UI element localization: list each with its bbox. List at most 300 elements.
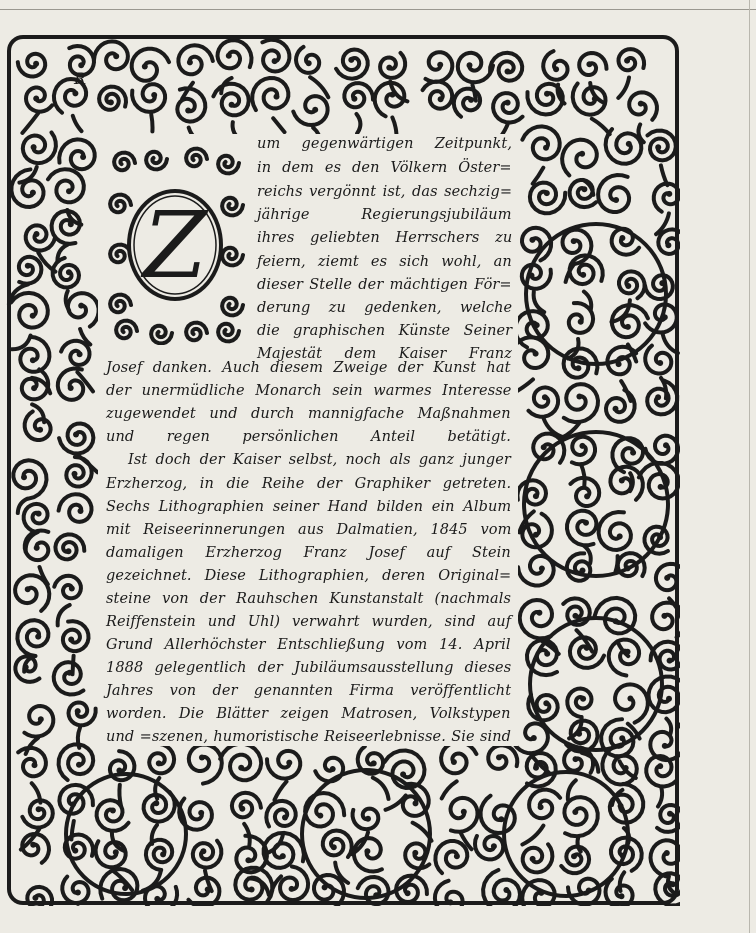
initial-letter-ornament — [105, 145, 245, 345]
scroll-dot — [543, 145, 549, 151]
scroll-dot — [571, 238, 577, 244]
scroll-dot — [151, 92, 157, 98]
scroll-swirl — [280, 867, 308, 901]
scroll-dot — [249, 887, 255, 893]
scroll-swirl — [178, 45, 212, 74]
scroll-swirl — [177, 88, 205, 121]
scroll-dot — [69, 586, 75, 592]
scroll-swirl — [69, 703, 96, 726]
scroll-dot — [78, 303, 84, 309]
scroll-dot — [580, 696, 586, 702]
scroll-swirl — [645, 346, 671, 374]
scroll-dot — [454, 853, 460, 859]
scroll-stem — [581, 465, 584, 486]
scroll-dot — [67, 670, 73, 676]
scroll-dot — [571, 853, 577, 859]
text-line: Jahres von der genannten Firma veröffentlicht — [106, 683, 512, 699]
scroll-dot — [619, 478, 625, 484]
scroll-stem — [618, 78, 629, 98]
scroll-dot — [624, 58, 630, 64]
scroll-swirl — [599, 512, 631, 550]
scroll-dot — [34, 545, 40, 551]
scroll-dot — [32, 895, 38, 901]
scroll-swirl — [146, 840, 172, 870]
scroll-dot — [68, 385, 74, 391]
scroll-swirl — [458, 53, 493, 83]
scroll-dot — [664, 575, 670, 581]
scroll-swirl — [579, 53, 606, 75]
scroll-dot — [658, 484, 664, 490]
scroll-dot — [467, 62, 473, 68]
scroll-swirl — [15, 575, 49, 611]
scroll-swirl — [522, 126, 559, 159]
text-line: steine von der Rauhschen Kunstanstalt (nachmals — [106, 591, 511, 607]
scroll-swirl — [490, 53, 522, 81]
scroll-stem — [78, 728, 80, 748]
scroll-stem — [273, 118, 284, 132]
scroll-dot — [226, 53, 232, 59]
scroll-stem — [658, 788, 662, 807]
scroll-stem — [310, 77, 328, 97]
scroll-dot — [579, 443, 585, 449]
text-line: in dem es den Völkern Öster= — [257, 160, 512, 176]
scroll-dot — [667, 658, 673, 664]
scroll-swirl — [23, 133, 56, 164]
scroll-swirl — [598, 175, 629, 212]
scroll-swirl — [483, 870, 520, 906]
scroll-dot — [272, 58, 278, 64]
scroll-dot — [34, 231, 40, 237]
scroll-dot — [531, 735, 537, 741]
scroll-dot — [625, 283, 631, 289]
scroll-swirl — [24, 504, 48, 532]
scroll-dot — [30, 190, 36, 196]
scroll-dot — [75, 890, 81, 896]
scroll-dot — [30, 313, 36, 319]
scroll-swirl — [220, 744, 261, 780]
scroll-swirl — [523, 844, 553, 872]
scroll-swirl — [543, 51, 567, 80]
scroll-dot — [655, 144, 661, 150]
scroll-dot — [312, 107, 318, 113]
scroll-dot — [583, 520, 589, 526]
scroll-swirl — [267, 751, 300, 779]
text-line: Ist doch der Kaiser selbst, noch als ganz junger — [128, 452, 511, 468]
scroll-dot — [584, 645, 590, 651]
scroll-stem — [392, 118, 396, 134]
scroll-dot — [25, 586, 31, 592]
scroll-swirl — [647, 381, 677, 415]
scroll-swirl — [97, 800, 129, 831]
scroll-swirl — [475, 836, 503, 859]
scroll-dot — [579, 151, 585, 157]
scroll-dot — [113, 849, 119, 855]
scroll-swirl — [193, 841, 222, 868]
scroll-swirl — [68, 293, 99, 327]
scroll-dot — [331, 844, 337, 850]
scroll-dot — [626, 141, 632, 147]
scroll-dot — [351, 96, 357, 102]
scroll-dot — [451, 759, 457, 765]
scroll-dot — [657, 763, 663, 769]
scroll-swirl — [26, 88, 52, 112]
scroll-dot — [538, 804, 544, 810]
scroll-dot — [530, 856, 536, 862]
text-line: Sechs Lithographien seiner Hand bilden ein Album — [106, 499, 512, 515]
scroll-swirl — [454, 89, 480, 117]
scroll-dot — [205, 887, 211, 893]
scroll-dot — [584, 493, 590, 499]
scroll-dot — [389, 92, 395, 98]
scroll-dot — [330, 766, 336, 772]
scroll-dot — [72, 471, 78, 477]
scroll-dot — [185, 108, 191, 114]
scroll-swirl — [52, 211, 80, 244]
scroll-dot — [31, 144, 37, 150]
scroll-dot — [142, 64, 148, 70]
text-line: damaligen Erzherzog Franz Josef auf Stein — [106, 545, 511, 561]
scroll-swirl — [358, 877, 389, 904]
text-line: zugewendet und durch mannigfache Maßnahmen — [106, 406, 511, 422]
scroll-dot — [156, 760, 162, 766]
scroll-dot — [638, 101, 644, 107]
scroll-dot — [229, 102, 235, 108]
scroll-dot — [543, 700, 549, 706]
scroll-dot — [198, 810, 204, 816]
scroll-dot — [491, 843, 497, 849]
scroll-dot — [505, 100, 511, 106]
scroll-swirl — [612, 229, 639, 255]
scroll-dot — [23, 664, 29, 670]
text-line: Erzherzog, in die Reihe der Graphiker getreten. — [106, 476, 512, 492]
scroll-dot — [280, 853, 286, 859]
scroll-swirl — [132, 84, 165, 112]
scroll-dot — [77, 351, 83, 357]
scroll-dot — [575, 365, 581, 371]
scroll-swirl — [189, 745, 222, 784]
scroll-swirl — [99, 87, 126, 110]
scroll-swirl — [59, 424, 93, 454]
scroll-swirl — [569, 303, 593, 333]
text-line: dieser Stelle der mächtigen För= — [257, 277, 512, 293]
scroll-dot — [274, 94, 280, 100]
scroll-dot — [664, 850, 670, 856]
scroll-swirl — [63, 621, 89, 651]
scroll-swirl — [132, 49, 169, 81]
text-line: worden. Die Blätter zeigen Matrosen, Volkstypen — [106, 706, 511, 722]
scroll-dot — [30, 357, 36, 363]
scroll-dot — [619, 893, 625, 899]
scroll-dot — [80, 154, 86, 160]
scroll-dot — [371, 760, 377, 766]
scroll-dot — [655, 394, 661, 400]
scroll-swirl — [562, 140, 597, 176]
scroll-swirl — [296, 47, 319, 73]
scroll-dot — [438, 96, 444, 102]
scroll-dot — [580, 272, 586, 278]
scroll-dot — [666, 696, 672, 702]
scroll-dot — [592, 96, 598, 102]
scroll-swirl — [62, 877, 88, 903]
scroll-dot — [542, 394, 548, 400]
scroll-dot — [581, 186, 587, 192]
scroll-dot — [76, 762, 82, 768]
scroll-swirl — [11, 169, 43, 207]
scroll-swirl — [17, 620, 48, 656]
scroll-dot — [200, 848, 206, 854]
scroll-dot — [413, 800, 419, 806]
scroll-dot — [529, 237, 535, 243]
scroll-dot — [657, 360, 663, 366]
scroll-dot — [533, 493, 539, 499]
scroll-swirl — [567, 689, 591, 718]
scroll-swirl — [645, 275, 673, 299]
scroll-dot — [36, 511, 42, 517]
scroll-dot — [665, 242, 671, 248]
scroll-swirl — [232, 793, 261, 818]
scroll-swirl — [18, 54, 45, 77]
scroll-swirl — [520, 600, 552, 638]
scroll-swirl — [615, 684, 648, 722]
scroll-ring — [526, 224, 666, 364]
scroll-dot — [578, 319, 584, 325]
scroll-dot — [66, 269, 72, 275]
scroll-dot — [282, 815, 288, 821]
scroll-dot — [25, 263, 31, 269]
scroll-swirl — [213, 84, 248, 116]
scroll-dot — [662, 743, 668, 749]
scroll-dot — [461, 809, 467, 815]
scroll-dot — [544, 91, 550, 97]
text-line: die graphischen Künste Seiner — [257, 323, 513, 339]
text-line: und regen persönlichen Anteil betätigt. — [106, 429, 511, 445]
text-line: feiern, ziemt es sich wohl, an — [257, 254, 512, 270]
scroll-stem — [357, 114, 361, 133]
text-line: und =szenen, humoristische Reiseerlebnisse. Sie sind — [106, 729, 512, 745]
scroll-dot — [110, 808, 116, 814]
scroll-dot — [38, 716, 44, 722]
text-line: Majestät dem Kaiser Franz — [257, 346, 512, 362]
scroll-swirl — [293, 96, 327, 125]
scroll-stem — [151, 115, 152, 131]
scroll-swirl — [529, 790, 560, 819]
scroll-dot — [30, 842, 36, 848]
scroll-dot — [66, 188, 72, 194]
scroll-stem — [578, 837, 581, 851]
artist-monogram — [70, 64, 100, 94]
scroll-swirl — [567, 511, 596, 546]
scroll-stem — [620, 761, 636, 778]
scroll-swirl — [441, 742, 476, 773]
page-edge-line — [749, 0, 750, 933]
scroll-dot — [289, 886, 295, 892]
scroll-swirl — [517, 480, 546, 504]
scroll-stem — [582, 753, 598, 772]
scroll-dot — [68, 221, 74, 227]
scroll-swirl — [493, 93, 522, 122]
scroll-swirl — [570, 180, 597, 207]
scroll-swirl — [610, 467, 642, 500]
scroll-dot — [625, 324, 631, 330]
text-line: derung zu gedenken, welche — [257, 300, 513, 316]
scroll-dot — [573, 756, 579, 762]
scroll-stem — [592, 119, 610, 135]
scroll-dot — [73, 432, 79, 438]
scroll-swirl — [59, 744, 94, 780]
scroll-swirl — [488, 745, 517, 769]
text-line: gezeichnet. Diese Lithographien, deren Original= — [106, 568, 512, 584]
scroll-dot — [75, 708, 81, 714]
scroll-swirl — [380, 53, 405, 78]
scroll-dot — [239, 806, 245, 812]
scroll-dot — [33, 96, 39, 102]
scroll-dot — [245, 857, 251, 863]
scroll-stem — [26, 738, 38, 754]
scroll-dot — [386, 65, 392, 71]
scroll-dot — [627, 696, 633, 702]
scroll-dot — [576, 731, 582, 737]
scroll-swirl — [451, 798, 478, 832]
scroll-swirl — [423, 82, 453, 109]
scroll-swirl — [22, 800, 52, 827]
scroll-dot — [33, 61, 39, 67]
scroll-swirl — [59, 494, 92, 522]
scroll-dot — [365, 816, 371, 822]
scroll-dot — [544, 651, 550, 657]
scroll-dot — [306, 60, 312, 66]
scroll-dot — [153, 800, 159, 806]
scroll-swirl — [529, 387, 559, 416]
scroll-dot — [625, 649, 631, 655]
scroll-swirl — [22, 834, 49, 863]
scroll-dot — [613, 406, 619, 412]
scroll-swirl — [66, 457, 91, 487]
scroll-dot — [160, 851, 166, 857]
scroll-swirl — [59, 139, 94, 169]
scroll-dot — [72, 848, 78, 854]
scroll-dot — [78, 508, 84, 514]
scroll-dot — [503, 887, 509, 893]
scroll-swirl — [435, 841, 467, 873]
scroll-dot — [613, 197, 619, 203]
scroll-swirl — [11, 293, 48, 328]
scroll-dot — [666, 191, 672, 197]
scroll-swirl — [25, 412, 51, 441]
text-line: Reiffenstein und Uhl) verwahrt wurden, sind auf — [106, 614, 512, 630]
scroll-dot — [533, 351, 539, 357]
scroll-swirl — [54, 576, 81, 599]
initial-letter: Z — [143, 192, 207, 299]
scroll-swirl — [354, 838, 382, 871]
scroll-dot — [544, 190, 550, 196]
text-line: mit Reiseerinnerungen aus Dalmatien, 1845 vom — [106, 522, 512, 538]
scroll-stem — [73, 116, 82, 131]
scroll-dot — [630, 450, 636, 456]
scroll-dot — [400, 771, 406, 777]
scroll-swirl — [48, 169, 84, 202]
scroll-swirl — [20, 337, 49, 372]
scroll-dot — [36, 806, 42, 812]
scroll-dot — [541, 444, 547, 450]
scroll-swirl — [54, 662, 84, 694]
scroll-swirl — [564, 797, 597, 836]
scroll-swirl — [561, 847, 589, 874]
scroll-dot — [364, 848, 370, 854]
scroll-dot — [68, 637, 74, 643]
scroll-swirl — [266, 801, 295, 827]
text-line: um gegenwärtigen Zeitpunkt, — [257, 136, 513, 152]
scroll-dot — [348, 57, 354, 63]
scroll-dot — [619, 735, 625, 741]
scroll-dot — [576, 394, 582, 400]
text-line: 1888 gelegentlich der Jubiläumsausstellung dieses — [106, 660, 512, 676]
scroll-swirl — [144, 792, 175, 822]
text-line: Grund Allerhöchster Entschließung vom 14. April — [106, 637, 511, 653]
scroll-dot — [286, 760, 292, 766]
scroll-dot — [437, 62, 443, 68]
scroll-swirl — [96, 841, 126, 867]
scroll-swirl — [564, 384, 598, 422]
text-line: ihres geliebten Herrschers zu — [257, 230, 513, 246]
scroll-dot — [21, 474, 27, 480]
scroll-dot — [586, 61, 592, 67]
scroll-swirl — [252, 78, 288, 110]
scroll-dot — [31, 385, 37, 391]
scroll-dot — [539, 566, 545, 572]
text-line: reichs vergönnt ist, das sechzig= — [257, 184, 513, 200]
scroll-swirl — [218, 40, 252, 68]
scroll-swirl — [528, 84, 563, 115]
top-rule — [0, 9, 756, 10]
scroll-swirl — [19, 257, 42, 284]
scroll-swirl — [336, 50, 368, 79]
scroll-dot — [572, 809, 578, 815]
scroll-stem — [22, 113, 38, 133]
scroll-dot — [412, 850, 418, 856]
scroll-dot — [66, 548, 72, 554]
scroll-swirl — [619, 271, 645, 298]
scroll-dot — [238, 765, 244, 771]
scroll-dot — [187, 59, 193, 65]
scroll-swirl — [648, 131, 676, 161]
scroll-swirl — [572, 437, 595, 465]
scroll-swirl — [481, 796, 515, 833]
text-line: der unermüdliche Monarch sein warmes Interesse — [106, 383, 512, 399]
scroll-dot — [661, 613, 667, 619]
scroll-dot — [122, 885, 128, 891]
scroll-swirl — [323, 831, 352, 858]
scroll-swirl — [606, 390, 635, 422]
scroll-swirl — [55, 534, 84, 559]
scroll-stem — [373, 778, 389, 799]
scroll-dot — [108, 99, 114, 105]
scroll-swirl — [619, 49, 645, 70]
scroll-dot — [113, 53, 119, 59]
scroll-dot — [468, 97, 474, 103]
scroll-dot — [619, 235, 625, 241]
scroll-dot — [553, 66, 559, 72]
scroll-dot — [496, 754, 502, 760]
scroll-stem — [275, 782, 287, 800]
scroll-dot — [572, 613, 578, 619]
scroll-stem — [522, 826, 543, 845]
scroll-dot — [505, 69, 511, 75]
scroll-swirl — [609, 640, 639, 676]
scroll-swirl — [18, 748, 46, 776]
scroll-swirl — [344, 83, 373, 107]
scroll-dot — [37, 427, 43, 433]
scroll-dot — [35, 634, 41, 640]
